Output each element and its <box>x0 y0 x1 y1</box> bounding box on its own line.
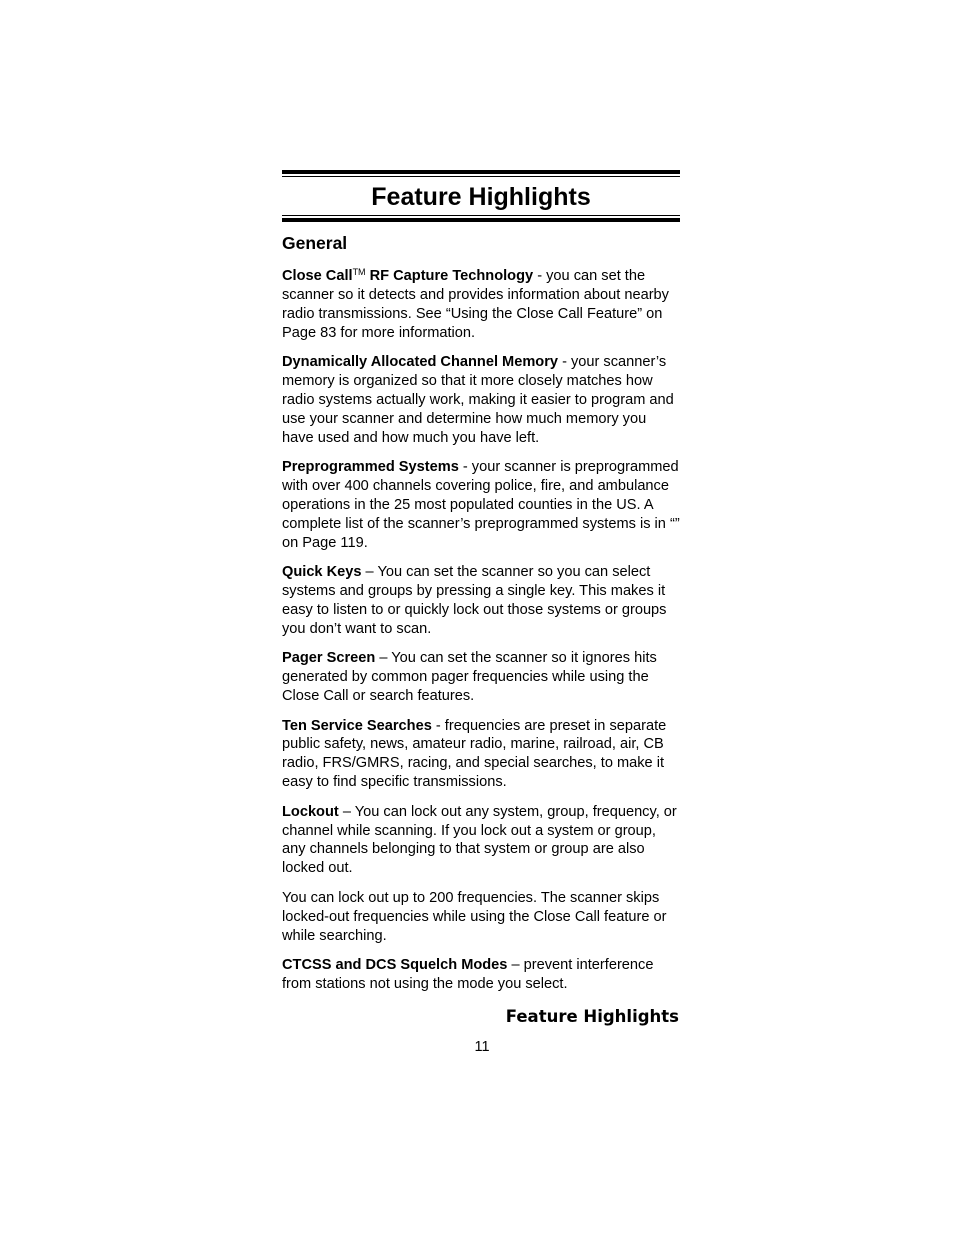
feature-text: - your scanner’s memory is organized so that it more closely matches how radio systems actually work, making it easier to program and use your scanner and determine how much memory you have used and how much you have left. <box>282 354 674 446</box>
page-column <box>282 170 680 994</box>
lockout-note: You can lock out up to 200 frequencies. The scanner skips locked-out frequencies while using the Close Call feature or while searching. <box>282 889 667 944</box>
feature-name: Ten Service Searches <box>282 717 432 734</box>
title-rule-bottom-thick <box>282 218 680 222</box>
page-number: 11 <box>474 1039 490 1055</box>
feature-close-call <box>282 267 680 343</box>
feature-lockout <box>282 803 680 879</box>
feature-text: – prevent interference from stations not using the mode you select. <box>282 957 654 992</box>
feature-text: – You can set the scanner so it ignores hits generated by common pager frequencies while using the Close Call or search features. <box>282 650 657 705</box>
feature-name: Dynamically Allocated Channel Memory <box>282 354 559 371</box>
feature-name: Pager Screen <box>282 650 376 667</box>
feature-name: CTCSS and DCS Squelch Modes <box>282 957 508 973</box>
trademark-mark: TM <box>352 267 366 277</box>
feature-name: Quick Keys <box>282 564 362 581</box>
feature-dynamic-memory <box>282 353 680 448</box>
feature-text: - you can set the scanner so it detects and provides information about nearby radio transmissions. See “Using the Close Call Feature” on Page 83 for more information. <box>282 268 669 341</box>
title-rule-top-thin <box>282 176 680 177</box>
feature-text: – You can set the scanner so you can select systems and groups by pressing a single key. This makes it easy to listen to or quickly lock out those systems or groups you don’t want to scan. <box>282 564 667 637</box>
footer-section-title: Feature Highlights <box>505 1007 679 1026</box>
feature-text: – You can lock out any system, group, frequency, or channel while scanning. If you lock out a system or group, any channels belonging to that system or group are also locked out. <box>282 803 677 877</box>
title-rule-bottom-thin <box>282 215 680 216</box>
feature-pager-screen <box>282 649 680 706</box>
feature-service-searches <box>282 717 680 793</box>
feature-preprogrammed-systems <box>282 458 680 553</box>
feature-name: Preprogrammed Systems <box>282 459 459 476</box>
feature-text: - your scanner is preprogrammed with over 400 channels covering police, fire, and ambulance operations in the 25 most populated counties in the US. A complete list of the scanner’s preprogrammed systems is in “” on Page 119. <box>282 459 680 551</box>
page-title: Feature Highlights <box>371 183 591 211</box>
feature-name: Close Call <box>282 268 353 284</box>
section-heading: General <box>282 233 348 253</box>
feature-ctcss-dcs <box>282 956 680 994</box>
feature-name: Lockout <box>282 803 339 820</box>
feature-quick-keys <box>282 563 680 639</box>
feature-name-suffix: RF Capture Technology <box>365 268 534 284</box>
feature-text: - frequencies are preset in separate public safety, news, amateur radio, marine, railroad, air, CB radio, FRS/GMRS, racing, and special searches, to make it easy to find specific transmissions. <box>282 717 667 791</box>
title-rule-top-thick <box>282 170 680 174</box>
